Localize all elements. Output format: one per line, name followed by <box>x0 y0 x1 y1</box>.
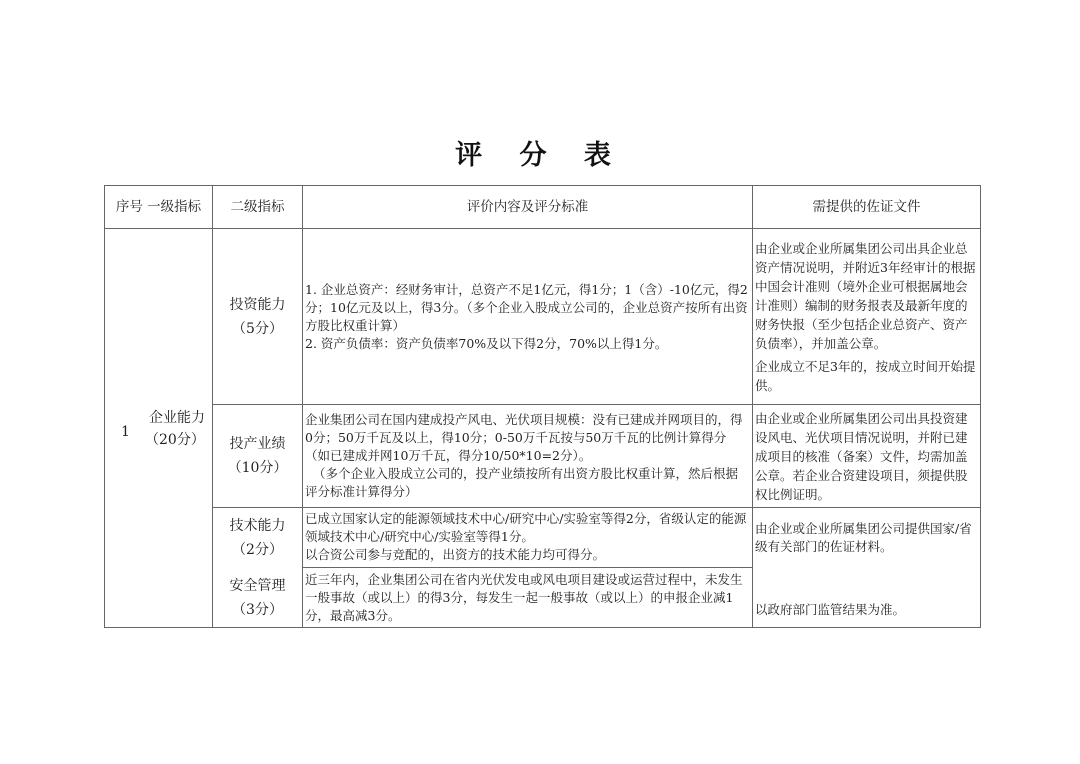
documents-text: 由企业或企业所属集团公司提供国家/省级有关部门的佐证材料。 <box>755 520 972 554</box>
criteria-text: 近三年内，企业集团公司在省内光伏发电或风电项目建设或运营过程中，未发生一般事故（或以上）的得3分，每发生一起一般事故（或以上）的申报企业减1分，最高减3分。 <box>305 571 743 623</box>
table-row <box>105 508 981 568</box>
level2-cell <box>213 508 303 628</box>
page-title: 评 分 表 <box>455 140 625 171</box>
header-level2: 二级指标 <box>213 186 303 229</box>
header-row <box>105 186 981 229</box>
criteria-text: 1. 企业总资产：经财务审计，总资产不足1亿元，得1分；1（含）-10亿元，得2 分；10亿元及以上，得3分。（多个企业入股成立公司的，企业总资产按所有出资方股比权重计算） <box>305 281 748 333</box>
scoring-table <box>104 185 981 628</box>
documents-text: 以政府部门监管结果为准。 <box>755 602 906 617</box>
level1-cell <box>105 229 213 628</box>
criteria-cell <box>303 568 753 628</box>
documents-cell <box>753 568 981 628</box>
criteria-text: 以合资公司参与竞配的，出资方的技术能力均可得分。 <box>305 547 606 562</box>
level2-score: （2分） <box>232 541 283 558</box>
criteria-text: 2. 资产负债率：资产负债率70%及以下得2分，70%以上得1分。 <box>305 335 668 351</box>
criteria-cell <box>303 405 753 508</box>
row-seq: 1 <box>121 424 130 440</box>
criteria-text: 已成立国家认定的能源领域技术中心/研究中心/实验室等得2分，省级认定的能源领域技术中心/研究中心/实验室等得1分。 <box>305 511 747 544</box>
level2-name: 投产业绩 <box>229 436 286 452</box>
level2-score: （10分） <box>227 460 288 476</box>
level2-score: （5分） <box>232 320 283 337</box>
criteria-text: 企业集团公司在国内建成投产风电、光伏项目规模：没有已建成并网项目的，得0分；50万千瓦及以上，得10分；0-50万千瓦按与50万千瓦的比例计算得分（如已建成并网10万千瓦，得分10/50*10=2分）。 <box>305 412 743 463</box>
documents-cell <box>753 508 981 568</box>
header-documents: 需提供的佐证文件 <box>753 186 981 229</box>
table-row <box>105 405 981 508</box>
documents-cell <box>753 229 981 405</box>
level2-cell <box>213 229 303 405</box>
documents-cell <box>753 405 981 508</box>
table-row <box>105 229 981 405</box>
level2-cell <box>213 405 303 508</box>
criteria-text: （多个企业入股成立公司的，投产业绩按所有出资方股比权重计算，然后根据评分标准计算得分） <box>305 466 739 499</box>
level2-name: 安全管理 <box>229 577 286 594</box>
level2-name: 投资能力 <box>229 296 286 313</box>
criteria-cell <box>303 508 753 568</box>
criteria-cell <box>303 229 753 405</box>
level1-name: 企业能力 <box>149 410 205 426</box>
header-criteria: 评价内容及评分标准 <box>303 186 753 229</box>
documents-text: 企业成立不足3年的，按成立时间开始提供。 <box>755 358 976 393</box>
documents-text: 由企业或企业所属集团公司出具投资建设风电、光伏项目情况说明，并附已建成项目的核准（备案）文件，均需加盖公章。若企业合资建设项目，须提供股权比例证明。 <box>755 410 968 502</box>
level2-name: 技术能力 <box>229 517 286 534</box>
documents-text: 由企业或企业所属集团公司出具企业总资产情况说明，并附近3年经审计的根据中国会计准则（境外企业可根据属地会计准则）编制的财务报表及最新年度的财务快报（至少包括企业总资产、资产负债率），并加盖公章。 <box>755 240 976 351</box>
level1-score: （20分） <box>145 432 205 448</box>
level2-score: （3分） <box>232 601 283 618</box>
header-seq-level1: 序号 一级指标 <box>105 186 213 229</box>
